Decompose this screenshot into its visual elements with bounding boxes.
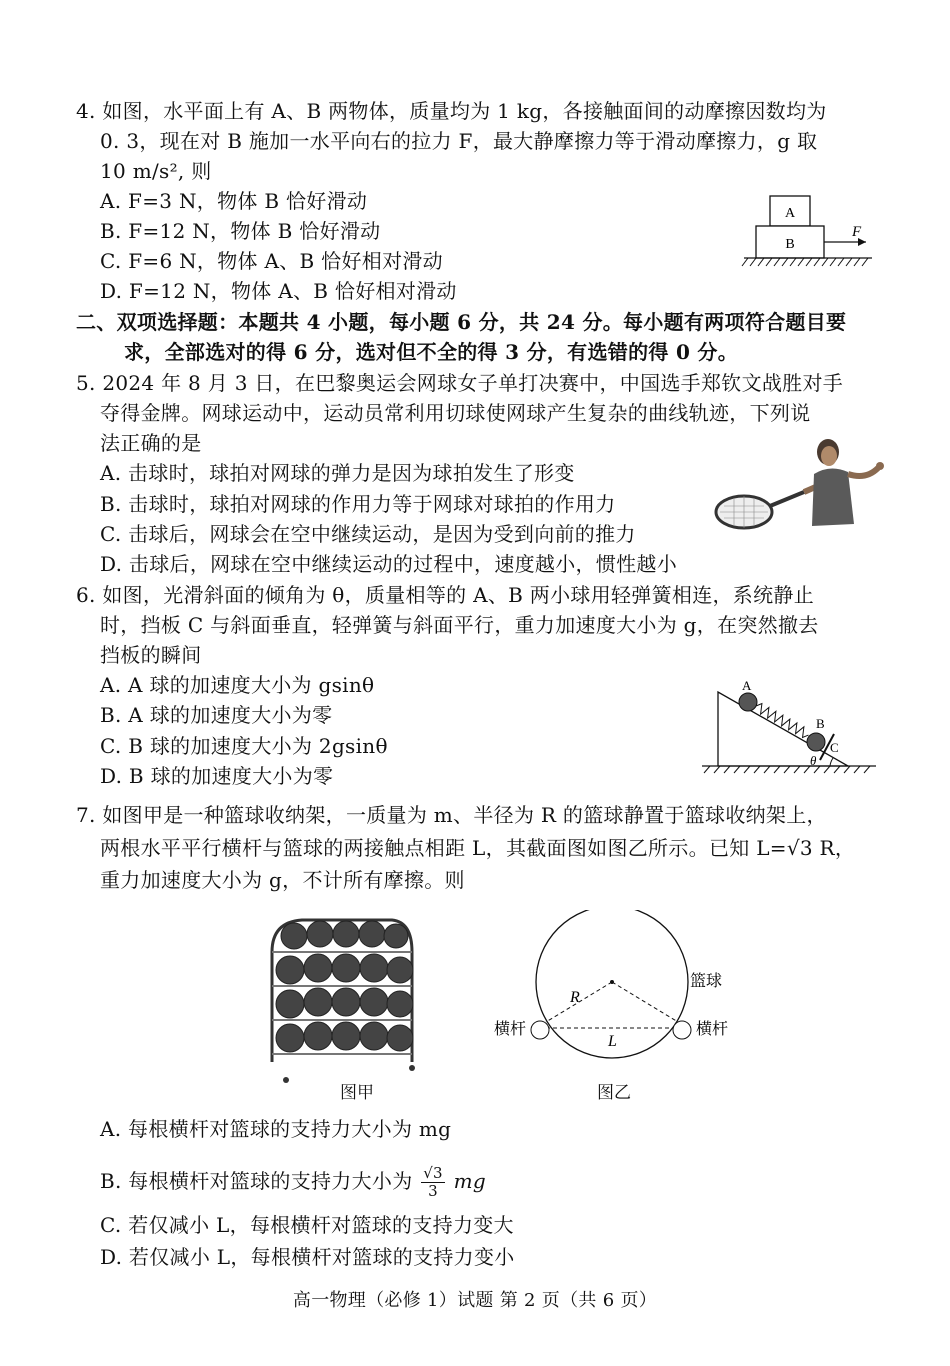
q7-stem-line-3: 重力加速度大小为 g，不计所有摩擦。则 [100, 868, 465, 892]
basketball-rack-photo [262, 912, 422, 1090]
q4-stem-line-3: 10 m/s², 则 [100, 159, 212, 183]
ground-hatch [742, 258, 868, 266]
bar-right [673, 1021, 691, 1039]
bar-left-label: 横杆 [494, 1021, 527, 1038]
q5-option-a: A. 击球时，球拍对网球的弹力是因为球拍发生了形变 [100, 461, 575, 485]
q7-option-a: A. 每根横杆对篮球的支持力大小为 mg [100, 1117, 452, 1141]
q7-option-c: C. 若仅减小 L，每根横杆对篮球的支持力变大 [100, 1213, 514, 1237]
q4-blocks-figure [740, 190, 880, 272]
q7-stem-line-1: 7. 如图甲是一种篮球收纳架，一质量为 m、半径为 R 的篮球静置于篮球收纳架上， [76, 803, 827, 827]
q6-option-b: B. A 球的加速度大小为零 [100, 703, 333, 727]
fraction [421, 1165, 445, 1200]
ball-b [807, 733, 825, 751]
q7-option-d: D. 若仅减小 L，每根横杆对篮球的支持力变小 [100, 1245, 515, 1269]
q6-stem-line-2: 时，挡板 C 与斜面垂直，轻弹簧与斜面平行，重力加速度大小为 g，在突然撤去 [100, 613, 819, 637]
q7-stem-line-2: 两根水平平行横杆与篮球的两接触点相距 L，其截面图如图乙所示。已知 L=√3 R， [100, 836, 856, 860]
bar-right-label: 横杆 [696, 1021, 729, 1038]
q5-option-b: B. 击球时，球拍对网球的作用力等于网球对球拍的作用力 [100, 492, 616, 516]
radius-right [612, 982, 678, 1022]
q7-cross-section-figure [490, 910, 740, 1072]
q4-option-c: C. F=6 N，物体 A、B 恰好相对滑动 [100, 249, 443, 273]
rack-wheel-right [409, 1065, 415, 1071]
player-figure [804, 439, 884, 526]
q6-incline-figure [700, 674, 880, 780]
ball-label: 篮球 [690, 973, 723, 990]
q5-stem-line-3: 法正确的是 [100, 431, 202, 455]
q5-stem-line-1: 5. 2024 年 8 月 3 日，在巴黎奥运会网球女子单打决赛中，中国选手郑钦文战胜对手 [76, 371, 844, 395]
page-footer: 高一物理（必修 1）试题 第 2 页（共 6 页） [292, 1290, 658, 1311]
q4-option-a: A. F=3 N，物体 B 恰好滑动 [100, 189, 368, 213]
rack-wheel-left [283, 1077, 289, 1083]
q4-option-d: D. F=12 N，物体 A、B 恰好相对滑动 [100, 279, 457, 303]
q6-option-a: A. A 球的加速度大小为 gsinθ [100, 673, 375, 697]
tennis-racket [716, 492, 804, 528]
angle-theta-label: θ [810, 753, 817, 768]
section-2-heading-line-1: 二、双项选择题：本题共 4 小题，每小题 6 分，共 24 分。每小题有两项符合题目要 [76, 310, 847, 334]
figure-yi-caption: 图乙 [597, 1083, 631, 1103]
ground-hatch [704, 766, 870, 773]
radius-label: R [570, 989, 580, 1006]
q6-stem-line-3: 挡板的瞬间 [100, 643, 202, 667]
q6-option-d: D. B 球的加速度大小为零 [100, 764, 334, 788]
tennis-player-photo [708, 434, 884, 534]
block-b-label: B [785, 237, 795, 252]
block-a-label: A [784, 206, 796, 221]
ball-a [739, 693, 757, 711]
chord-label: L [608, 1033, 617, 1050]
incline [718, 692, 848, 766]
section-2-heading-line-2: 求，全部选对的得 6 分，选对但不全的得 3 分，有选错的得 0 分。 [124, 340, 739, 364]
q5-option-d: D. 击球后，网球在空中继续运动的过程中，速度越小，惯性越小 [100, 552, 678, 576]
baffle-c-label: C [830, 740, 839, 755]
q5-option-c: C. 击球后，网球会在空中继续运动，是因为受到向前的推力 [100, 522, 636, 546]
q4-stem-line-2: 0. 3，现在对 B 施加一水平向右的拉力 F，最大静摩擦力等于滑动摩擦力，g 取 [100, 129, 818, 153]
q5-stem-line-2: 夺得金牌。网球运动中，运动员常利用切球使网球产生复杂的曲线轨迹，下列说 [100, 401, 811, 425]
force-label: F [852, 224, 862, 240]
q4-option-b: B. F=12 N，物体 B 恰好滑动 [100, 219, 381, 243]
q6-option-c: C. B 球的加速度大小为 2gsinθ [100, 734, 388, 758]
fraction-numerator: √3 [423, 1164, 443, 1182]
q6-stem-line-1: 6. 如图，光滑斜面的倾角为 θ，质量相等的 A、B 两小球用轻弹簧相连，系统静止 [76, 583, 814, 607]
ball-a-label: A [742, 678, 752, 693]
q7-option-b [100, 1165, 486, 1200]
fraction-denominator: 3 [428, 1182, 438, 1200]
ball-b-label: B [816, 716, 825, 731]
q7-option-b-unit: mg [453, 1169, 486, 1193]
bar-left [531, 1021, 549, 1039]
q7-option-b-text: B. 每根横杆对篮球的支持力大小为 [100, 1169, 413, 1193]
q4-stem-line-1: 4. 如图，水平面上有 A、B 两物体，质量均为 1 kg，各接触面间的动摩擦因数均为 [76, 99, 827, 123]
figure-jia-caption: 图甲 [340, 1083, 374, 1103]
